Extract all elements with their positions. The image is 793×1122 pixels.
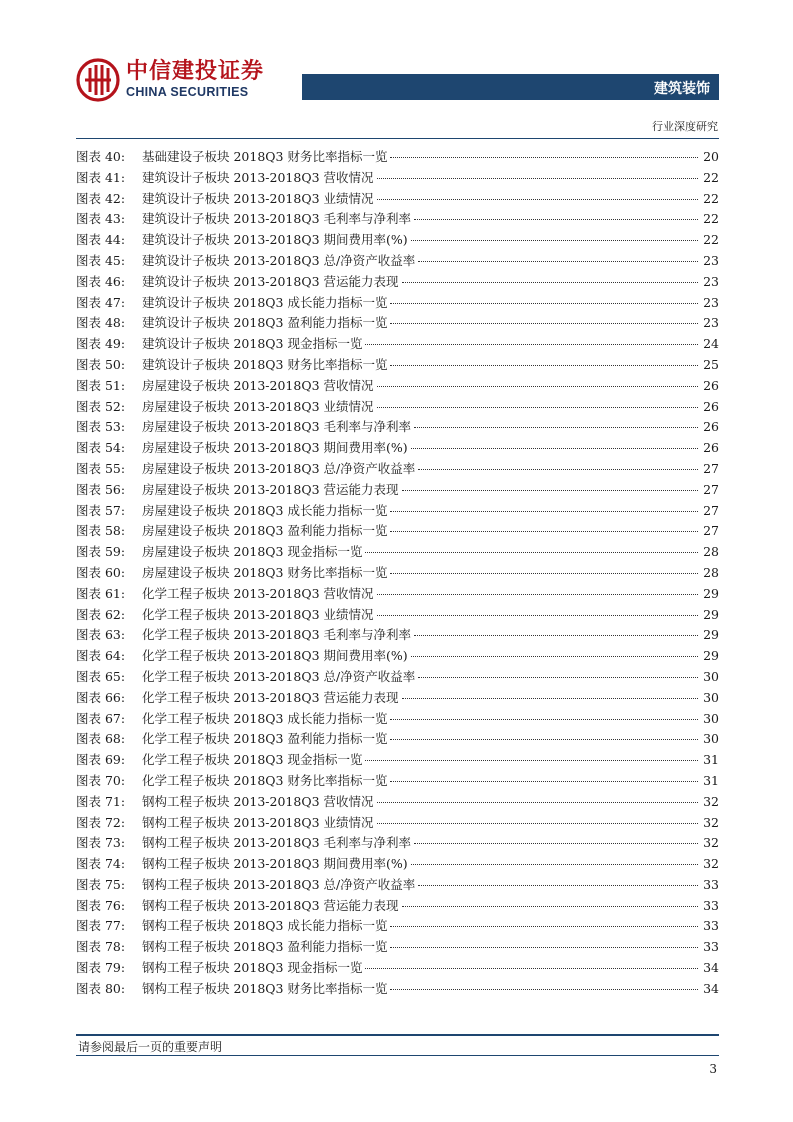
toc-entry-title: 化学工程子板块 2013-2018Q3 营运能力表现 xyxy=(142,689,399,705)
toc-entry-title: 化学工程子板块 2018Q3 现金指标一览 xyxy=(142,752,363,768)
toc-entry-page: 32 xyxy=(703,835,719,851)
toc-dot-leader xyxy=(390,365,698,366)
toc-entry[interactable] xyxy=(76,147,719,168)
toc-dot-leader xyxy=(377,178,699,179)
toc-entry[interactable] xyxy=(76,813,719,834)
toc-entry[interactable] xyxy=(76,750,719,771)
toc-entry[interactable] xyxy=(76,376,719,397)
toc-entry-page: 32 xyxy=(703,814,719,830)
toc-entry-label: 图表 57: xyxy=(76,502,126,518)
toc-entry-title: 建筑设计子板块 2013-2018Q3 营收情况 xyxy=(142,169,374,185)
toc-entry-title: 化学工程子板块 2013-2018Q3 总/净资产收益率 xyxy=(142,668,416,684)
toc-entry-page: 33 xyxy=(703,876,719,892)
toc-entry-page: 27 xyxy=(703,523,719,539)
page-number: 3 xyxy=(709,1062,717,1076)
toc-entry[interactable] xyxy=(76,584,719,605)
toc-entry[interactable] xyxy=(76,230,719,251)
toc-entry-label: 图表 59: xyxy=(76,544,126,560)
toc-entry-title: 钢构工程子板块 2018Q3 盈利能力指标一览 xyxy=(142,939,388,955)
toc-entry-label: 图表 65: xyxy=(76,668,126,684)
toc-dot-leader xyxy=(390,926,698,927)
toc-entry-title: 房屋建设子板块 2018Q3 成长能力指标一览 xyxy=(142,502,388,518)
toc-entry-title: 化学工程子板块 2013-2018Q3 营收情况 xyxy=(142,585,374,601)
toc-entry-label: 图表 49: xyxy=(76,336,126,352)
toc-entry-label: 图表 73: xyxy=(76,835,126,851)
toc-entry[interactable] xyxy=(76,189,719,210)
toc-entry-page: 34 xyxy=(703,960,719,976)
toc-entry[interactable] xyxy=(76,875,719,896)
toc-entry[interactable] xyxy=(76,521,719,542)
toc-dot-leader xyxy=(377,594,699,595)
toc-entry-title: 钢构工程子板块 2013-2018Q3 期间费用率(%) xyxy=(142,856,408,872)
toc-dot-leader xyxy=(390,511,698,512)
table-of-figures xyxy=(76,147,719,1000)
toc-dot-leader xyxy=(377,386,699,387)
toc-entry-label: 图表 48: xyxy=(76,315,126,331)
toc-entry[interactable] xyxy=(76,958,719,979)
section-title: 建筑装饰 xyxy=(654,81,710,97)
toc-entry-page: 31 xyxy=(703,752,719,768)
toc-entry-title: 化学工程子板块 2018Q3 成长能力指标一览 xyxy=(142,710,388,726)
toc-entry-title: 房屋建设子板块 2013-2018Q3 总/净资产收益率 xyxy=(142,460,416,476)
toc-dot-leader xyxy=(414,843,698,844)
toc-entry[interactable] xyxy=(76,168,719,189)
toc-entry-label: 图表 66: xyxy=(76,689,126,705)
toc-entry-title: 房屋建设子板块 2013-2018Q3 期间费用率(%) xyxy=(142,440,408,456)
toc-entry[interactable] xyxy=(76,438,719,459)
toc-entry-label: 图表 43: xyxy=(76,211,126,227)
toc-entry-label: 图表 40: xyxy=(76,149,126,164)
toc-entry[interactable] xyxy=(76,896,719,917)
toc-entry-label: 图表 74: xyxy=(76,856,126,872)
toc-entry-page: 23 xyxy=(703,252,719,268)
toc-entry-label: 图表 64: xyxy=(76,648,126,664)
toc-entry[interactable] xyxy=(76,272,719,293)
toc-entry-label: 图表 58: xyxy=(76,523,126,539)
toc-entry-label: 图表 53: xyxy=(76,419,126,435)
toc-dot-leader xyxy=(390,531,698,532)
toc-dot-leader xyxy=(390,989,698,990)
toc-entry-page: 26 xyxy=(703,440,719,456)
toc-dot-leader xyxy=(402,490,699,491)
toc-entry-label: 图表 46: xyxy=(76,273,126,289)
toc-entry-label: 图表 72: xyxy=(76,814,126,830)
toc-entry-page: 22 xyxy=(703,232,719,248)
toc-dot-leader xyxy=(411,448,698,449)
footer-divider-bottom xyxy=(76,1055,719,1056)
toc-dot-leader xyxy=(411,864,698,865)
toc-entry-title: 建筑设计子板块 2018Q3 盈利能力指标一览 xyxy=(142,315,388,331)
company-logo xyxy=(76,58,264,102)
toc-entry-label: 图表 47: xyxy=(76,294,126,310)
toc-dot-leader xyxy=(414,427,698,428)
toc-dot-leader xyxy=(402,282,699,283)
toc-entry-title: 房屋建设子板块 2013-2018Q3 营运能力表现 xyxy=(142,481,399,497)
toc-dot-leader xyxy=(365,968,698,969)
toc-entry-title: 钢构工程子板块 2013-2018Q3 毛利率与净利率 xyxy=(142,835,411,851)
toc-entry-title: 建筑设计子板块 2013-2018Q3 业绩情况 xyxy=(142,190,374,206)
toc-dot-leader xyxy=(390,303,698,304)
toc-entry-title: 建筑设计子板块 2013-2018Q3 总/净资产收益率 xyxy=(142,252,416,268)
toc-entry-page: 32 xyxy=(703,856,719,872)
toc-entry-label: 图表 79: xyxy=(76,960,126,976)
toc-entry-page: 29 xyxy=(703,585,719,601)
toc-dot-leader xyxy=(402,906,699,907)
toc-entry-page: 27 xyxy=(703,460,719,476)
toc-entry-title: 房屋建设子板块 2018Q3 现金指标一览 xyxy=(142,544,363,560)
toc-entry[interactable] xyxy=(76,979,719,1000)
toc-entry[interactable] xyxy=(76,916,719,937)
toc-entry-label: 图表 45: xyxy=(76,252,126,268)
toc-dot-leader xyxy=(390,157,698,158)
toc-entry-page: 22 xyxy=(703,169,719,185)
toc-entry-page: 23 xyxy=(703,273,719,289)
toc-entry-page: 23 xyxy=(703,315,719,331)
toc-entry-label: 图表 75: xyxy=(76,876,126,892)
toc-entry-title: 建筑设计子板块 2013-2018Q3 期间费用率(%) xyxy=(142,232,408,248)
toc-entry-page: 20 xyxy=(703,149,719,164)
toc-entry-label: 图表 52: xyxy=(76,398,126,414)
toc-entry-page: 24 xyxy=(703,336,719,352)
toc-entry[interactable] xyxy=(76,542,719,563)
toc-dot-leader xyxy=(390,719,698,720)
toc-dot-leader xyxy=(377,802,699,803)
toc-entry-label: 图表 80: xyxy=(76,980,126,996)
toc-entry[interactable] xyxy=(76,334,719,355)
toc-entry[interactable] xyxy=(76,313,719,334)
toc-entry-label: 图表 55: xyxy=(76,460,126,476)
toc-dot-leader xyxy=(418,469,698,470)
toc-entry[interactable] xyxy=(76,417,719,438)
toc-entry-label: 图表 68: xyxy=(76,731,126,747)
toc-entry[interactable] xyxy=(76,480,719,501)
toc-entry-label: 图表 61: xyxy=(76,585,126,601)
toc-entry-label: 图表 69: xyxy=(76,752,126,768)
toc-dot-leader xyxy=(390,323,698,324)
toc-entry[interactable] xyxy=(76,667,719,688)
toc-entry-title: 钢构工程子板块 2018Q3 现金指标一览 xyxy=(142,960,363,976)
toc-entry[interactable] xyxy=(76,729,719,750)
toc-entry-label: 图表 63: xyxy=(76,627,126,643)
toc-entry[interactable] xyxy=(76,459,719,480)
toc-entry-title: 化学工程子板块 2013-2018Q3 毛利率与净利率 xyxy=(142,627,411,643)
toc-entry-page: 33 xyxy=(703,918,719,934)
toc-entry-title: 房屋建设子板块 2018Q3 盈利能力指标一览 xyxy=(142,523,388,539)
toc-entry[interactable] xyxy=(76,605,719,626)
toc-entry-page: 30 xyxy=(703,731,719,747)
toc-entry[interactable] xyxy=(76,833,719,854)
toc-entry-page: 33 xyxy=(703,897,719,913)
toc-entry-title: 房屋建设子板块 2018Q3 财务比率指标一览 xyxy=(142,564,388,580)
toc-entry-title: 钢构工程子板块 2013-2018Q3 营收情况 xyxy=(142,793,374,809)
toc-entry-page: 29 xyxy=(703,648,719,664)
toc-entry-label: 图表 78: xyxy=(76,939,126,955)
toc-dot-leader xyxy=(390,573,698,574)
toc-entry-label: 图表 50: xyxy=(76,356,126,372)
toc-entry-title: 钢构工程子板块 2013-2018Q3 业绩情况 xyxy=(142,814,374,830)
report-type: 行业深度研究 xyxy=(652,120,718,133)
toc-dot-leader xyxy=(390,739,698,740)
toc-entry[interactable] xyxy=(76,937,719,958)
toc-entry-label: 图表 77: xyxy=(76,918,126,934)
toc-entry-page: 28 xyxy=(703,564,719,580)
toc-entry[interactable] xyxy=(76,646,719,667)
toc-dot-leader xyxy=(390,781,698,782)
toc-entry-label: 图表 42: xyxy=(76,190,126,206)
toc-entry-page: 33 xyxy=(703,939,719,955)
toc-entry-page: 32 xyxy=(703,793,719,809)
footer-divider-top xyxy=(76,1034,719,1036)
footer-disclaimer: 请参阅最后一页的重要声明 xyxy=(78,1040,223,1054)
toc-entry-title: 化学工程子板块 2018Q3 盈利能力指标一览 xyxy=(142,731,388,747)
toc-entry-label: 图表 41: xyxy=(76,169,126,185)
toc-entry-label: 图表 76: xyxy=(76,897,126,913)
toc-entry[interactable] xyxy=(76,688,719,709)
toc-entry[interactable] xyxy=(76,501,719,522)
toc-entry-title: 钢构工程子板块 2013-2018Q3 营运能力表现 xyxy=(142,897,399,913)
toc-entry-page: 26 xyxy=(703,419,719,435)
toc-dot-leader xyxy=(365,760,698,761)
toc-entry-page: 31 xyxy=(703,772,719,788)
toc-dot-leader xyxy=(411,656,698,657)
toc-dot-leader xyxy=(411,240,698,241)
toc-entry-title: 化学工程子板块 2018Q3 财务比率指标一览 xyxy=(142,772,388,788)
toc-dot-leader xyxy=(402,698,699,699)
toc-entry-page: 30 xyxy=(703,668,719,684)
toc-dot-leader xyxy=(414,219,698,220)
logo-chinese-name: 中信建投证券 xyxy=(126,59,265,84)
toc-entry-title: 化学工程子板块 2013-2018Q3 业绩情况 xyxy=(142,606,374,622)
toc-entry[interactable] xyxy=(76,854,719,875)
toc-dot-leader xyxy=(418,677,698,678)
toc-entry-page: 30 xyxy=(703,710,719,726)
toc-dot-leader xyxy=(377,823,699,824)
toc-entry-title: 建筑设计子板块 2013-2018Q3 营运能力表现 xyxy=(142,273,399,289)
toc-entry[interactable] xyxy=(76,563,719,584)
toc-dot-leader xyxy=(365,344,698,345)
toc-entry-page: 23 xyxy=(703,294,719,310)
toc-entry-label: 图表 67: xyxy=(76,710,126,726)
toc-entry[interactable] xyxy=(76,251,719,272)
toc-entry-page: 25 xyxy=(703,356,719,372)
toc-entry[interactable] xyxy=(76,709,719,730)
toc-entry[interactable] xyxy=(76,397,719,418)
toc-entry-label: 图表 54: xyxy=(76,440,126,456)
toc-entry[interactable] xyxy=(76,209,719,230)
toc-entry-page: 22 xyxy=(703,211,719,227)
toc-dot-leader xyxy=(377,407,699,408)
logo-english-name: CHINA SECURITIES xyxy=(126,85,249,99)
toc-entry-page: 26 xyxy=(703,398,719,414)
toc-dot-leader xyxy=(377,615,699,616)
toc-entry-label: 图表 71: xyxy=(76,793,126,809)
toc-entry-page: 28 xyxy=(703,544,719,560)
toc-dot-leader xyxy=(418,261,698,262)
toc-entry-title: 钢构工程子板块 2018Q3 财务比率指标一览 xyxy=(142,980,388,996)
toc-entry-page: 22 xyxy=(703,190,719,206)
toc-entry[interactable] xyxy=(76,792,719,813)
toc-entry[interactable] xyxy=(76,625,719,646)
toc-entry-page: 29 xyxy=(703,627,719,643)
toc-entry-title: 建筑设计子板块 2018Q3 财务比率指标一览 xyxy=(142,356,388,372)
toc-entry-title: 建筑设计子板块 2018Q3 现金指标一览 xyxy=(142,336,363,352)
toc-entry-page: 26 xyxy=(703,377,719,393)
header-section-bar xyxy=(302,74,719,100)
toc-entry-title: 房屋建设子板块 2013-2018Q3 营收情况 xyxy=(142,377,374,393)
toc-entry-page: 27 xyxy=(703,481,719,497)
toc-entry-label: 图表 44: xyxy=(76,232,126,248)
toc-entry-page: 30 xyxy=(703,689,719,705)
toc-entry-page: 29 xyxy=(703,606,719,622)
toc-entry-title: 建筑设计子板块 2013-2018Q3 毛利率与净利率 xyxy=(142,211,411,227)
toc-entry[interactable] xyxy=(76,771,719,792)
toc-entry-title: 钢构工程子板块 2018Q3 成长能力指标一览 xyxy=(142,918,388,934)
toc-entry-page: 34 xyxy=(703,980,719,996)
toc-dot-leader xyxy=(418,885,698,886)
toc-dot-leader xyxy=(390,947,698,948)
toc-entry-label: 图表 70: xyxy=(76,772,126,788)
header-divider xyxy=(76,138,719,139)
toc-dot-leader xyxy=(377,199,699,200)
toc-entry[interactable] xyxy=(76,293,719,314)
toc-entry-title: 化学工程子板块 2013-2018Q3 期间费用率(%) xyxy=(142,648,408,664)
toc-entry-page: 27 xyxy=(703,502,719,518)
toc-entry-label: 图表 51: xyxy=(76,377,126,393)
toc-dot-leader xyxy=(365,552,698,553)
toc-entry[interactable] xyxy=(76,355,719,376)
toc-entry-title: 钢构工程子板块 2013-2018Q3 总/净资产收益率 xyxy=(142,876,416,892)
china-securities-logo-icon xyxy=(76,58,120,102)
toc-entry-title: 房屋建设子板块 2013-2018Q3 业绩情况 xyxy=(142,398,374,414)
toc-entry-label: 图表 60: xyxy=(76,564,126,580)
toc-entry-title: 基础建设子板块 2018Q3 财务比率指标一览 xyxy=(142,149,388,164)
toc-entry-label: 图表 56: xyxy=(76,481,126,497)
toc-dot-leader xyxy=(414,635,698,636)
toc-entry-label: 图表 62: xyxy=(76,606,126,622)
toc-entry-title: 房屋建设子板块 2013-2018Q3 毛利率与净利率 xyxy=(142,419,411,435)
toc-entry-title: 建筑设计子板块 2018Q3 成长能力指标一览 xyxy=(142,294,388,310)
